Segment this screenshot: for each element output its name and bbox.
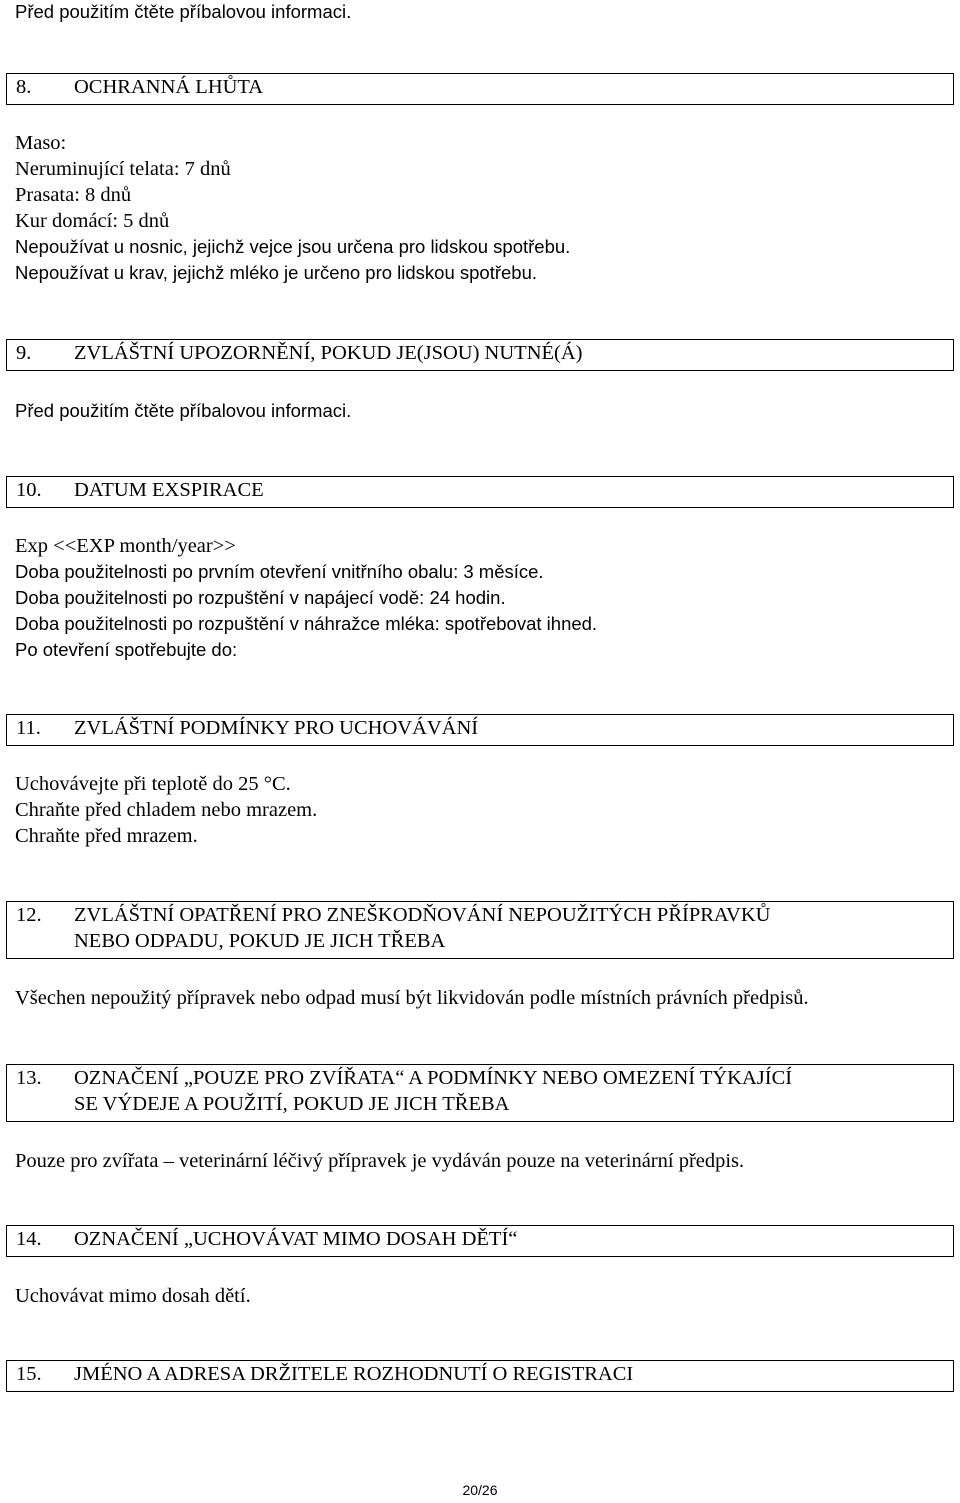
section-9-title: ZVLÁŠTNÍ UPOZORNĚNÍ, POKUD JE(JSOU) NUTNÉ(Á): [74, 342, 583, 364]
section-8-header: [6, 73, 954, 105]
section-8-line: Nepoužívat u krav, jejichž mléko je určeno pro lidskou spotřebu.: [15, 262, 538, 283]
section-9-header: [6, 339, 954, 371]
section-10-line: Exp <<EXP month/year>>: [15, 535, 236, 557]
section-14-title: OZNAČENÍ „UCHOVÁVAT MIMO DOSAH DĚTÍ“: [74, 1228, 518, 1250]
section-12-title-line-1: ZVLÁŠTNÍ OPATŘENÍ PRO ZNEŠKODŇOVÁNÍ NEPOUŽITÝCH PŘÍPRAVKŮ: [74, 904, 771, 926]
section-8-line: Nepoužívat u nosnic, jejichž vejce jsou určena pro lidskou spotřebu.: [15, 236, 571, 257]
section-8-line: Maso:: [15, 132, 67, 154]
page-number: 20/26: [462, 1482, 498, 1498]
section-13-line: Pouze pro zvířata – veterinární léčivý přípravek je vydáván pouze na veterinární předpis.: [15, 1150, 745, 1172]
section-15-number: 15.: [16, 1363, 42, 1385]
section-10-line: Po otevření spotřebujte do:: [15, 639, 238, 660]
section-10-line: Doba použitelnosti po prvním otevření vnitřního obalu: 3 měsíce.: [15, 561, 544, 582]
section-10-line: Doba použitelnosti po rozpuštění v napájecí vodě: 24 hodin.: [15, 587, 506, 608]
section-13-title-line-2: SE VÝDEJE A POUŽITÍ, POKUD JE JICH TŘEBA: [74, 1093, 510, 1115]
section-11-header: [6, 714, 954, 746]
section-10-title: DATUM EXSPIRACE: [74, 479, 264, 501]
section-8-title: OCHRANNÁ LHŮTA: [74, 76, 264, 98]
section-10-number: 10.: [16, 479, 42, 501]
section-8-number: 8.: [16, 76, 32, 98]
section-8-line: Neruminující telata: 7 dnů: [15, 158, 231, 180]
section-15-title: JMÉNO A ADRESA DRŽITELE ROZHODNUTÍ O REGISTRACI: [74, 1363, 634, 1385]
section-14-header: [6, 1225, 954, 1257]
section-11-number: 11.: [16, 717, 41, 739]
section-11-line: Uchovávejte při teplotě do 25 °C.: [15, 773, 291, 795]
section-12-line: Všechen nepoužitý přípravek nebo odpad musí být likvidován podle místních právních předpisů.: [15, 987, 809, 1009]
section-9-number: 9.: [16, 342, 32, 364]
intro-text: Před použitím čtěte příbalovou informaci.: [15, 1, 352, 22]
section-11-line: Chraňte před chladem nebo mrazem.: [15, 799, 318, 821]
section-14-line: Uchovávat mimo dosah dětí.: [15, 1285, 251, 1307]
section-13-number: 13.: [16, 1067, 42, 1089]
section-8-line: Prasata: 8 dnů: [15, 184, 132, 206]
section-12-number: 12.: [16, 904, 42, 926]
section-14-number: 14.: [16, 1228, 42, 1250]
section-12-header: [6, 901, 954, 959]
section-11-line: Chraňte před mrazem.: [15, 825, 198, 847]
section-9-line: Před použitím čtěte příbalovou informaci.: [15, 400, 352, 421]
section-15-header: [6, 1360, 954, 1392]
section-13-title-line-1: OZNAČENÍ „POUZE PRO ZVÍŘATA“ A PODMÍNKY NEBO OMEZENÍ TÝKAJÍCÍ: [74, 1067, 793, 1089]
section-13-header: [6, 1064, 954, 1122]
section-10-line: Doba použitelnosti po rozpuštění v náhražce mléka: spotřebovat ihned.: [15, 613, 598, 634]
section-8-line: Kur domácí: 5 dnů: [15, 210, 170, 232]
section-12-title-line-2: NEBO ODPADU, POKUD JE JICH TŘEBA: [74, 930, 446, 952]
section-10-header: [6, 476, 954, 508]
section-11-title: ZVLÁŠTNÍ PODMÍNKY PRO UCHOVÁVÁNÍ: [74, 717, 479, 739]
